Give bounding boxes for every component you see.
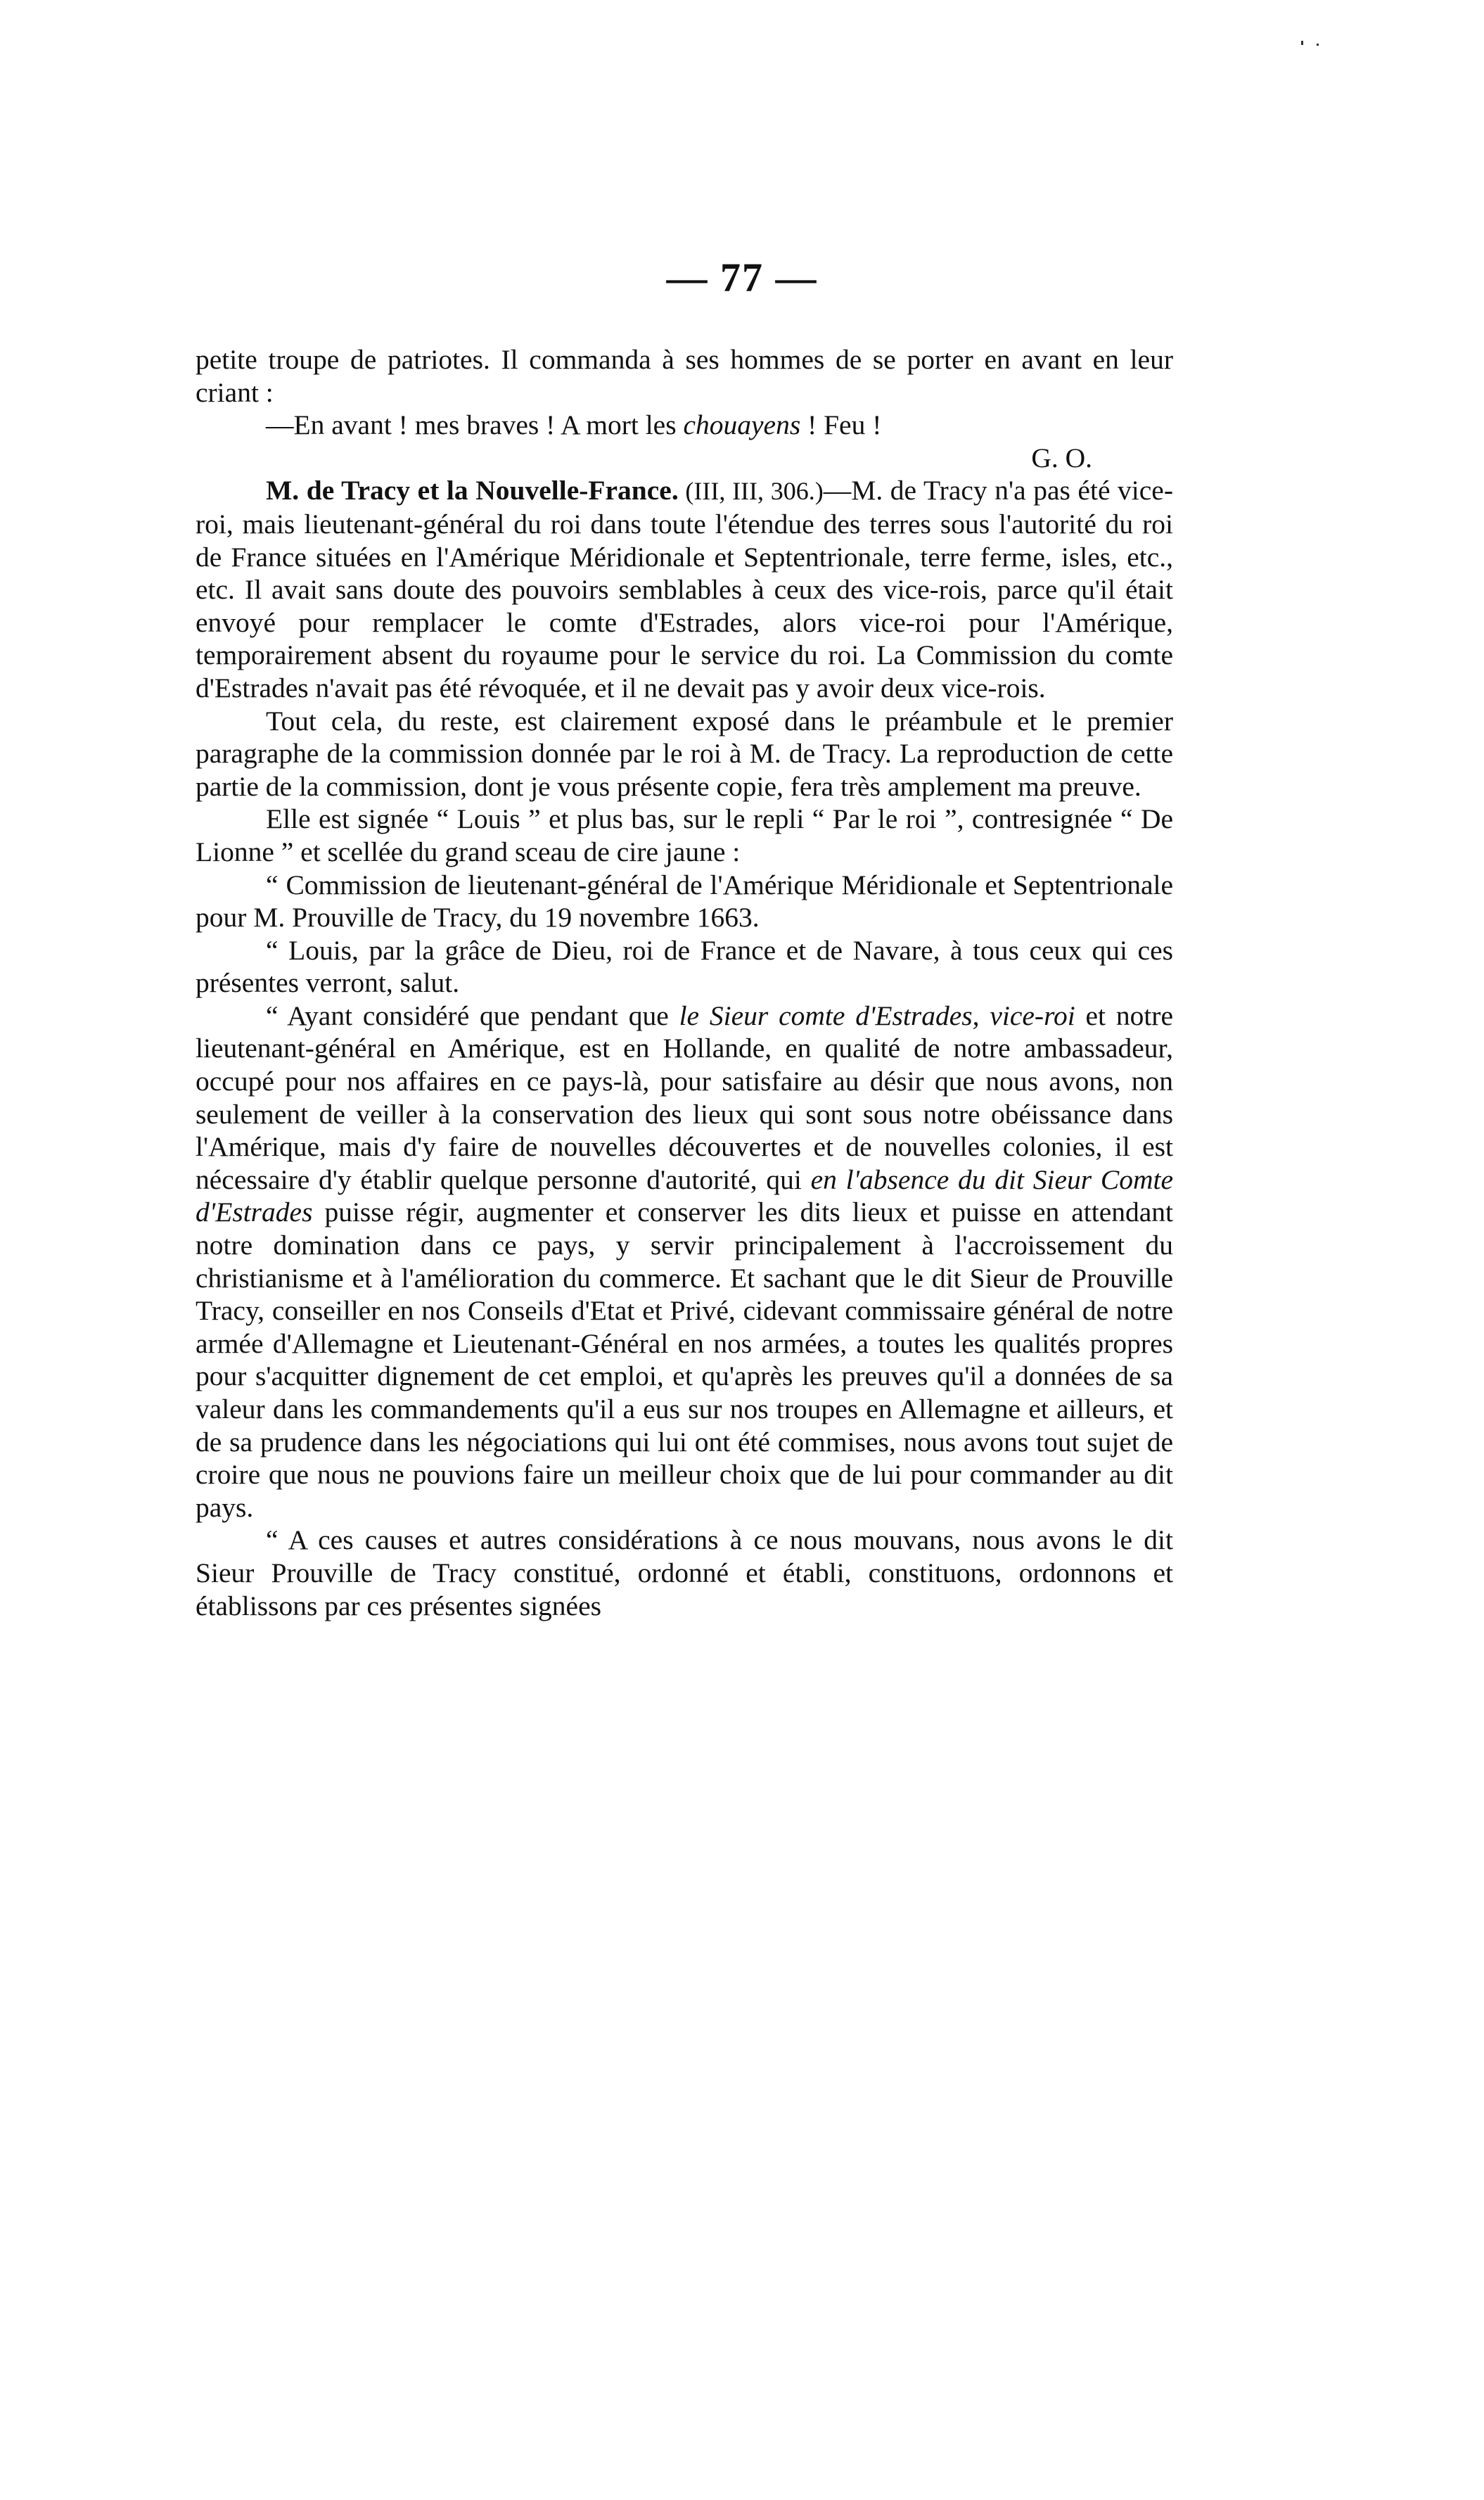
scan-speck: [1301, 41, 1303, 45]
considerations-italic-2: en l'absence du dit Sieur Comte d'Estrades: [196, 1163, 1173, 1228]
scan-speck: [1317, 44, 1319, 46]
paragraph-commission-title: “ Commission de lieutenant-général de l'Amérique Méridionale et Septentrionale pour M. Prouville de Tracy, du 19 novembre 1663.: [196, 869, 1173, 933]
paragraph-causes: “ A ces causes et autres considérations à ce nous mouvans, nous avons le dit Sieur Prouville de Tracy constitué, ordonné et établi, constituons, ordonnons et établissons par ces présentes signées: [196, 1524, 1173, 1621]
paragraph-considerations: [196, 1000, 1173, 1524]
battle-cry-end: ! Feu !: [800, 409, 882, 441]
considerations-text-2: et notre lieutenant-général en Amérique, est en Hollande, en qualité de notre ambassadeur, occupé pour nos affaires en ce pays-là, pour satisfaire au désir que nous avons, non seulement de veiller à la conservation des lieux qui sont sous notre obéissance dans l'Amérique, mais d'y faire de nouvelles découvertes et de nouvelles colonies, il est nécessaire d'y établir quelque personne d'autorité, qui: [196, 1000, 1173, 1195]
paragraph-salutation: “ Louis, par la grâce de Dieu, roi de France et de Navare, à tous ceux qui ces présentes verront, salut.: [196, 934, 1173, 999]
considerations-text-1: “ Ayant considéré que pendant que: [266, 1000, 679, 1031]
body-text: [196, 343, 1173, 1622]
paragraph-battle-cry: [196, 409, 1173, 442]
page-number: — 77 —: [666, 255, 818, 300]
section-heading: M. de Tracy et la Nouvelle-France.: [266, 475, 679, 506]
considerations-italic-1: le Sieur comte d'Estrades, vice-roi: [679, 1000, 1075, 1031]
considerations-text-3: puisse régir, augmenter et conserver les dits lieux et puisse en attendant notre domination dans ce pays, y servir principalement à l'accroissement du christianisme et à l'amélioration du commerce. Et sachant que le dit Sieur de Prouville Tracy, conseiller en nos Conseils d'Etat et Privé, cidevant commissaire général de notre armée d'Allemagne et Lieutenant-Général en nos armées, a toutes les qualités propres pour s'acquitter dignement de cet emploi, et qu'après les preuves qu'il a données de sa valeur dans les commandements qu'il a eus sur nos troupes en Allemagne et ailleurs, et de sa prudence dans les négociations qui lui ont été commises, nous avons tout sujet de croire que nous ne pouvions faire un meilleur choix que de lui pour commander au dit pays.: [196, 1197, 1173, 1523]
paragraph-tracy: [196, 474, 1173, 704]
paragraph-signature-description: Elle est signée “ Louis ” et plus bas, sur le repli “ Par le roi ”, contresignée “ De Lionne ” et scellée du grand sceau de cire jaune :: [196, 803, 1173, 867]
author-signature: G. O.: [1031, 442, 1092, 473]
battle-cry-italic: chouayens: [683, 409, 801, 441]
paragraph-preamble: Tout cela, du reste, est clairement exposé dans le préambule et le premier paragraphe de la commission donnée par le roi à M. de Tracy. La reproduction de cette partie de la commission, dont je vous présente copie, fera très amplement ma preuve.: [196, 705, 1173, 802]
battle-cry-text: —En avant ! mes braves ! A mort les: [266, 409, 684, 441]
section-reference: (III, III, 306.): [678, 477, 824, 506]
paragraph-patriots: petite troupe de patriotes. Il commanda à ses hommes de se porter en avant en leur criant :: [196, 344, 1173, 408]
section-body: —M. de Tracy n'a pas été vice-roi, mais lieutenant-général du roi dans toute l'étendue des terres sous l'autorité du roi de France situées en l'Amérique Méridionale et Septentrionale, terre ferme, isles, etc., etc. Il avait sans doute des pouvoirs semblables à ceux des vice-rois, parce qu'il était envoyé pour remplacer le comte d'Estrades, alors vice-roi pour l'Amérique, temporairement absent du royaume pour le service du roi. La Commission du comte d'Estrades n'avait pas été révoquée, et il ne devait pas y avoir deux vice-rois.: [196, 475, 1173, 703]
